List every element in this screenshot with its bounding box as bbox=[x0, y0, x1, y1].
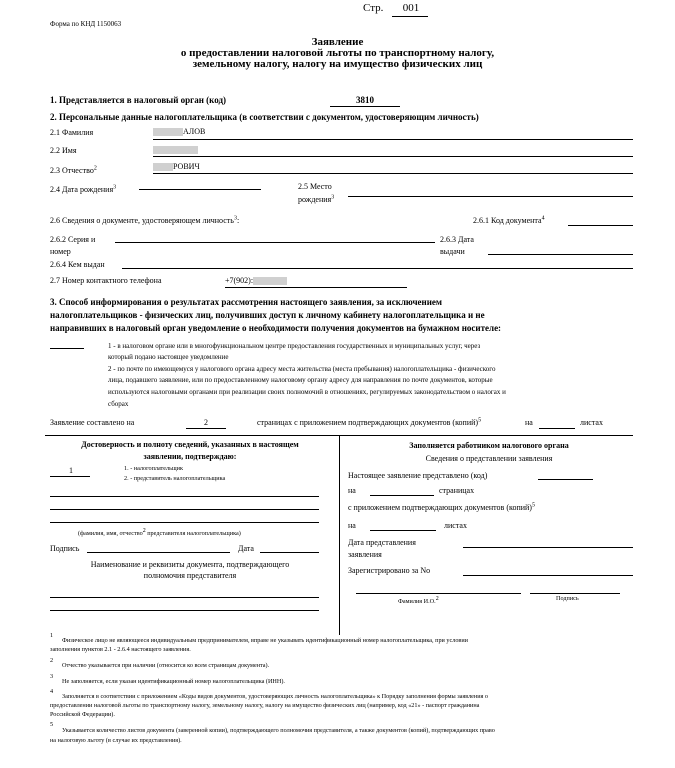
signer-option-2: 2. - представитель налогоплательщика bbox=[124, 475, 226, 482]
issued-by-label: 2.6.4 Кем выдан bbox=[50, 260, 105, 269]
pages-on: на bbox=[525, 418, 533, 427]
signer-code[interactable]: 1 bbox=[69, 466, 73, 475]
option2-line1: 2 - по почте по имеющемуся у налогового органа адресу места жительства (места пребывания) налогоплательщика - физического bbox=[108, 365, 496, 373]
confirm-title-1: Достоверность и полноту сведений, указанных в настоящем bbox=[81, 440, 299, 449]
pages-label: страницах bbox=[439, 486, 475, 495]
footnote-4-line2: предоставлении налоговой льготы по транспортному налогу, земельному налогу, налогу на имущество физических лиц (например, код «21» - паспорт гражданина bbox=[50, 702, 480, 709]
office-subtitle: Сведения о представлении заявления bbox=[425, 454, 553, 463]
footnote-1-line1: Физическое лицо не являющееся индивидуальным предпринимателем, вправе не указывать идентификационный номер налогоплательщика, при условии bbox=[62, 637, 468, 644]
fio-caption: (фамилия, имя, отчество$^2$ представителя налогоплательщика) bbox=[78, 527, 241, 537]
form-subtitle-1: о предоставлении налоговой льготы по транспортному налогу, bbox=[180, 47, 495, 59]
page-label: Стр. bbox=[363, 2, 384, 14]
rep-doc-title-1: Наименование и реквизиты документа, подтверждающего bbox=[90, 560, 290, 569]
footnote-3-text: Не заполняется, если указан идентификационный номер налогоплательщика (ИНН). bbox=[62, 678, 285, 685]
option2-line3: используются налоговыми органами при реализации своих полномочий в отношениях, регулируемых законодательством о налогах и bbox=[108, 388, 506, 396]
pages-middle: страницах с приложением подтверждающих документов (копий)$^5$ bbox=[257, 417, 482, 427]
section1-label: 1. Представляется в налоговый орган (код) bbox=[50, 95, 227, 105]
form-code: Форма по КНД 1150063 bbox=[50, 20, 122, 28]
birthplace-label-2: рождения$^3$ bbox=[298, 194, 335, 204]
footnote-4-line3: Российской Федерации). bbox=[50, 711, 115, 718]
section2-title: 2. Персональные данные налогоплательщика (в соответствии с документом, удостоверяющим личность) bbox=[50, 112, 479, 122]
footnote-2-number: 2 bbox=[50, 657, 54, 664]
phone-label: 2.7 Номер контактного телефона bbox=[50, 276, 162, 285]
section3-title-1: 3. Способ информирования о результатах рассмотрения настоящего заявления, за исключением bbox=[50, 297, 443, 307]
form-subtitle-2: земельному налогу, налогу на имущество физических лиц bbox=[192, 58, 483, 70]
office-title: Заполняется работником налогового органа bbox=[409, 441, 569, 450]
footnote-3-number: 3 bbox=[50, 673, 54, 680]
signature-label: Подпись bbox=[50, 544, 80, 553]
confirm-title-2: заявлении, подтверждаю: bbox=[143, 452, 237, 461]
series-label-2: номер bbox=[50, 247, 71, 256]
submitted-label: Настоящее заявление представлено (код) bbox=[348, 471, 488, 480]
footnote-5-number: 5 bbox=[50, 721, 54, 728]
on-label-1: на bbox=[348, 486, 356, 495]
on-label-2: на bbox=[348, 521, 356, 530]
footnote-5-line1: Указывается количество листов документа (заверенной копии), подтверждающего полномочия представителя, а также документов (копий), подтверждающих право bbox=[62, 727, 495, 734]
birthdate-label: 2.4 Дата рождения$^3$ bbox=[50, 184, 117, 194]
office-fio-caption: Фамилия И.О.$^2$ bbox=[398, 595, 439, 605]
doc-code-label: 2.6.1 Код документа$^4$ bbox=[473, 215, 545, 225]
pages-count[interactable]: 2 bbox=[204, 418, 208, 427]
footnote-1-number: 1 bbox=[50, 632, 54, 639]
sheets-label: листах bbox=[444, 521, 467, 530]
office-signature-caption: Подпись bbox=[556, 595, 579, 602]
birthplace-label-1: 2.5 Место bbox=[298, 182, 332, 191]
form-title: Заявление bbox=[311, 36, 364, 48]
doc-date-label-2: выдачи bbox=[440, 247, 465, 256]
tax-office-code[interactable]: 3810 bbox=[356, 95, 374, 105]
footnote-4-number: 4 bbox=[50, 688, 54, 695]
section3-title-3: направивших в налоговый орган уведомление о необходимости получения документов на бумажном носителе: bbox=[50, 323, 502, 333]
date-submitted-label-1: Дата представления bbox=[348, 538, 416, 547]
option2-line4: сборах bbox=[108, 400, 129, 408]
pages-prefix: Заявление составлено на bbox=[50, 418, 135, 427]
surname-label: 2.1 Фамилия bbox=[50, 128, 94, 137]
option1-line2: который подано настоящее уведомление bbox=[108, 353, 229, 361]
series-label-1: 2.6.2 Серия и bbox=[50, 235, 96, 244]
footnote-2-text: Отчество указывается при наличии (относится ко всем страницам документа). bbox=[62, 662, 270, 669]
footnote-1-line2: заполнения пунктов 2.1 - 2.6.4 настоящего заявления. bbox=[50, 646, 191, 653]
with-docs-label: с приложением подтверждающих документов (копий)$^5$ bbox=[348, 502, 535, 512]
page-number[interactable]: 001 bbox=[402, 2, 420, 14]
phone-field[interactable]: +7(902): bbox=[225, 276, 287, 285]
footnote-4-line1: Заполняется в соответствии с приложением «Коды видов документов, удостоверяющих личность налогоплательщика» к Порядку заполнения формы заявления о bbox=[62, 693, 489, 700]
option2-line2: лица, подавшего заявление, или по предоставленному налоговому органу адресу для направления по почте документов, которые bbox=[108, 376, 493, 384]
pages-suffix: листах bbox=[580, 418, 603, 427]
section3-title-2: налогоплательщиков - физических лиц, получивших доступ к личному кабинету налогоплательщика и не bbox=[50, 310, 485, 320]
name-label: 2.2 Имя bbox=[50, 146, 77, 155]
doc-date-label-1: 2.6.3 Дата bbox=[440, 235, 474, 244]
signer-option-1: 1. - налогоплательщик bbox=[124, 465, 183, 472]
id-document-label: 2.6 Сведения о документе, удостоверяющем личность$^3$: bbox=[50, 215, 240, 225]
footnote-5-line2: на налоговую льготу (в случае их представления). bbox=[50, 737, 182, 744]
patronymic-field[interactable]: РОВИЧ bbox=[153, 162, 200, 171]
patronymic-label: 2.3 Отчество$^2$ bbox=[50, 165, 97, 175]
name-field[interactable] bbox=[153, 145, 198, 154]
registered-label: Зарегистрировано за No bbox=[348, 566, 431, 575]
date-submitted-label-2: заявления bbox=[348, 550, 382, 559]
date-label: Дата bbox=[238, 544, 254, 553]
option1-line1: 1 - в налоговом органе или в многофункциональном центре предоставления государственных и муниципальных услуг, через bbox=[108, 342, 481, 350]
rep-doc-title-2: полномочия представителя bbox=[143, 571, 237, 580]
surname-field[interactable]: АЛОВ bbox=[153, 127, 205, 136]
